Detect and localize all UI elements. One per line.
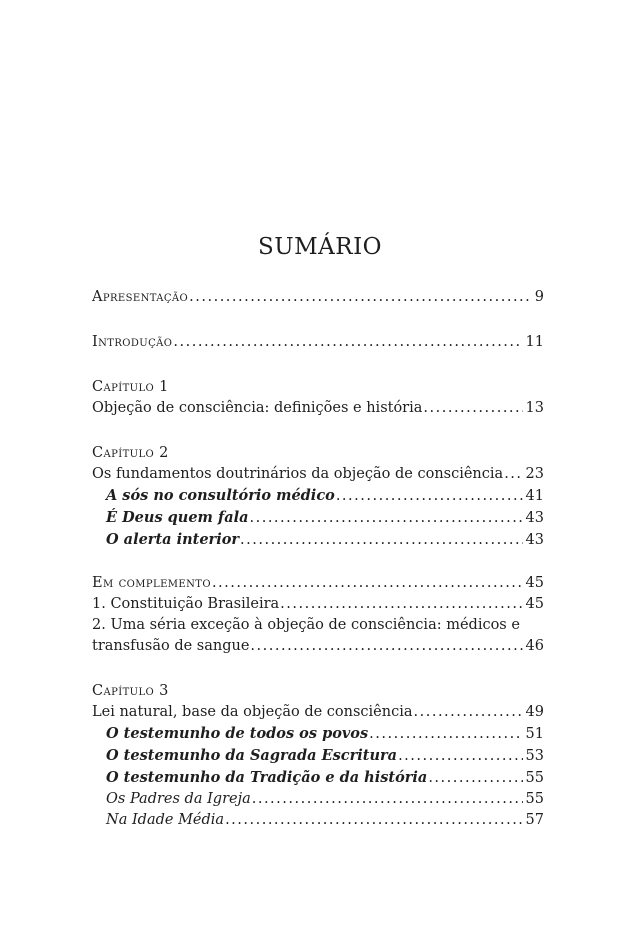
toc-entry-apresentacao[interactable] [92, 287, 544, 308]
toc-page-number: 51 [525, 726, 544, 742]
toc-page-number: 49 [525, 704, 544, 720]
toc-entry[interactable] [92, 702, 544, 723]
toc-entry-label: Na Idade Média [106, 812, 225, 828]
toc-entry-label: É Deus quem fala [106, 509, 249, 526]
toc-entry[interactable] [92, 573, 544, 594]
leader-dots [336, 486, 523, 507]
toc-page-number: 41 [525, 488, 544, 504]
toc-entry-label: transfusão de sangue [92, 638, 250, 654]
toc-entry-label: Os Padres da Igreja [106, 791, 251, 807]
leader-dots [504, 464, 522, 485]
leader-dots [398, 746, 522, 767]
toc-complemento [92, 573, 544, 657]
toc-page-number: 53 [525, 748, 544, 764]
chapter-heading: Capítulo 1 [92, 379, 169, 395]
toc-entry[interactable] [92, 398, 544, 419]
toc-entry-label-line1: 2. Uma séria exceção à objeção de consciência: médicos e [92, 617, 520, 633]
toc-entry-label: Objeção de consciência: definições e história [92, 400, 423, 416]
leader-dots [225, 810, 522, 831]
toc-entry[interactable] [92, 594, 544, 615]
toc-subentry[interactable] [92, 723, 544, 745]
toc-entry-label: 1. Constituição Brasileira [92, 596, 280, 612]
toc-entry-label: Lei natural, base da objeção de consciência [92, 704, 413, 720]
toc-page-number: 46 [525, 638, 544, 654]
toc-subentry[interactable] [92, 507, 544, 529]
toc-entry-multiline[interactable] [92, 615, 544, 657]
leader-dots [250, 508, 523, 529]
toc-page-number: 13 [525, 400, 544, 416]
leader-dots [252, 789, 523, 810]
toc-page-number: 11 [525, 334, 544, 350]
toc-page-number: 9 [534, 289, 544, 305]
toc-page-number: 57 [525, 812, 544, 828]
page-title: SUMÁRIO [257, 234, 383, 260]
toc-entry[interactable] [92, 464, 544, 485]
leader-dots [414, 702, 523, 723]
leader-dots [428, 768, 522, 789]
leader-dots [240, 530, 523, 551]
toc-subentry[interactable] [92, 745, 544, 767]
toc-subentry[interactable] [92, 789, 544, 810]
toc-chapter-1 [92, 377, 544, 419]
toc-entry-label: O testemunho da Sagrada Escritura [106, 747, 398, 764]
toc-entry-label: A sós no consultório médico [106, 487, 335, 504]
toc-entry-label: Em complemento [92, 575, 211, 591]
toc-entry-label: Apresentação [92, 289, 189, 305]
leader-dots [369, 724, 522, 745]
toc-entry-label: O alerta interior [106, 531, 240, 548]
toc-chapter-3 [92, 681, 544, 831]
toc-entry-label: Os fundamentos doutrinários da objeção de consciência [92, 466, 504, 482]
toc-entry-label: O testemunho da Tradição e da história [106, 769, 428, 786]
toc-page-number: 43 [525, 532, 544, 548]
toc-entry-introducao[interactable] [92, 332, 544, 353]
toc-page-number: 23 [525, 466, 544, 482]
toc-page-number: 45 [525, 596, 544, 612]
leader-dots [280, 594, 522, 615]
toc-entry-label: O testemunho de todos os povos [106, 725, 369, 742]
toc-page-number: 55 [525, 770, 544, 786]
toc-subentry[interactable] [92, 485, 544, 507]
leader-dots [250, 636, 522, 657]
toc-subentry[interactable] [92, 767, 544, 789]
toc-page-number: 55 [525, 791, 544, 807]
toc-chapter-2 [92, 443, 544, 551]
toc-entry-label: Introdução [92, 334, 173, 350]
toc-page-number: 45 [525, 575, 544, 591]
chapter-heading: Capítulo 2 [92, 445, 169, 461]
leader-dots [212, 573, 523, 594]
leader-dots [173, 332, 522, 353]
leader-dots [189, 287, 532, 308]
toc-subentry[interactable] [92, 810, 544, 831]
chapter-heading: Capítulo 3 [92, 683, 169, 699]
leader-dots [423, 398, 522, 419]
toc-subentry[interactable] [92, 529, 544, 551]
toc-page-number: 43 [525, 510, 544, 526]
